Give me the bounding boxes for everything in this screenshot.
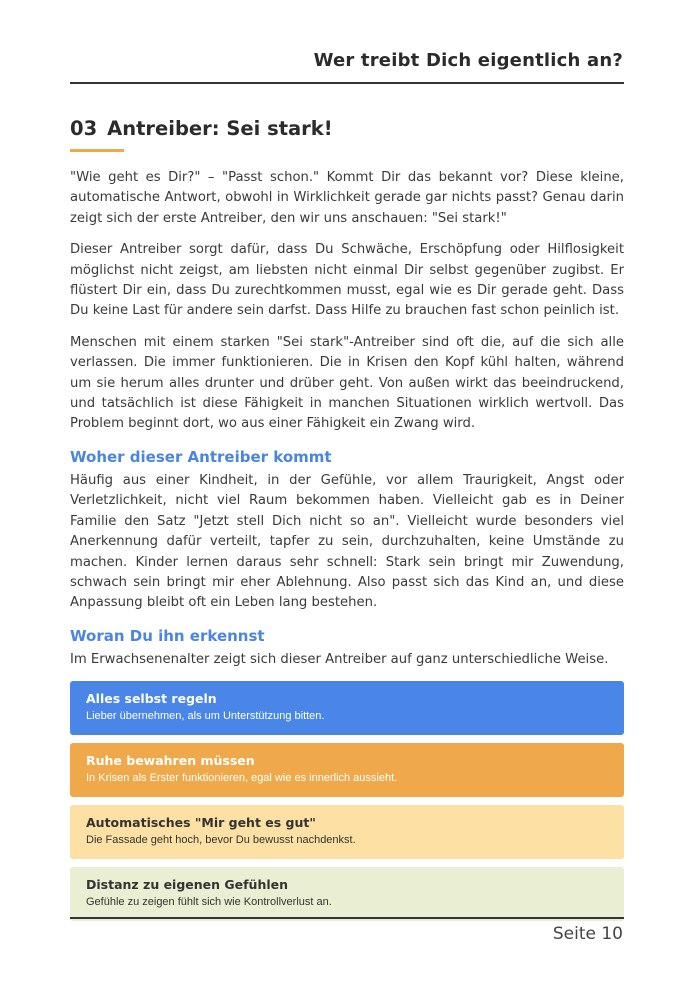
trait-card-1 [70, 681, 624, 735]
trait-card-title: Automatisches "Mir geht es gut" [86, 815, 316, 831]
intro-paragraph-2: Dieser Antreiber sorgt dafür, dass Du Schwäche, Erschöpfung oder Hilflosigkeit möglichst nicht zeigst, am liebsten nicht einmal Dir selbst gegenüber zugibst. Er flüstert Dir ein, dass Du zurechtkommen musst, egal wie es Dir gerade geht. Dass Du keine Last für andere sein darfst. Dass Hilfe zu brauchen fast schon peinlich ist. [70, 242, 624, 319]
recognize-heading: Woran Du ihn erkennst [70, 626, 265, 645]
trait-card-title: Alles selbst regeln [86, 691, 217, 707]
chapter-accent-bar [70, 149, 124, 152]
page-number: Seite 10 [552, 924, 623, 944]
header-rule [70, 82, 624, 84]
trait-card-subtitle: In Krisen als Erster funktionieren, egal wie es innerlich aussieht. [86, 772, 398, 785]
recognize-paragraph: Im Erwachsenenalter zeigt sich dieser Antreiber auf ganz unterschiedliche Weise. [70, 651, 609, 667]
trait-cards [70, 681, 624, 921]
trait-card-4 [70, 867, 624, 921]
chapter-title: Antreiber: Sei stark! [107, 117, 333, 140]
running-header-title: Wer treibt Dich eigentlich an? [313, 50, 623, 71]
trait-card-subtitle: Gefühle zu zeigen fühlt sich wie Kontrollverlust an. [86, 896, 332, 909]
trait-card-2 [70, 743, 624, 797]
intro-paragraph-3: Menschen mit einem starken "Sei stark"-Antreiber sind oft die, auf die sich alle verlassen. Die immer funktionieren. Die in Krisen den Kopf kühl halten, während um sie herum alles drunter und drüber geht. Von außen wirkt das beeindruckend, und tatsächlich ist diese Fähigkeit in manchen Situationen wirklich wertvoll. Das Problem beginnt dort, wo aus einer Fähigkeit ein Zwang wird. [70, 334, 624, 432]
footer-rule [70, 917, 624, 919]
trait-card-title: Ruhe bewahren müssen [86, 753, 255, 769]
main-content [70, 168, 624, 929]
trait-card-title: Distanz zu eigenen Gefühlen [86, 877, 289, 893]
origin-heading: Woher dieser Antreiber kommt [70, 447, 332, 466]
intro-paragraph-1: "Wie geht es Dir?" – "Passt schon." Kommt Dir das bekannt vor? Diese kleine, automatische Antwort, obwohl in Wirklichkeit gerade gar nichts passt? Genau darin zeigt sich der erste Antreiber, den wir uns anschauen: "Sei stark!" [70, 170, 624, 226]
chapter-number: 03 [70, 117, 98, 140]
origin-paragraph: Häufig aus einer Kindheit, in der Gefühle, vor allem Traurigkeit, Angst oder Verletzlichkeit, nicht viel Raum bekommen haben. Vielleicht gab es in Deiner Familie den Satz "Jetzt stell Dich nicht so an". Vielleicht wurde besonders viel Anerkennung dafür verteilt, tapfer zu sein, durchzuhalten, keine Umstände zu machen. Kinder lernen daraus sehr schnell: Stark sein bringt mir Zuwendung, schwach sein bringt mir eher Ablehnung. Also passt sich das Kind an, und diese Anpassung bleibt oft ein Leben lang bestehen. [70, 472, 624, 611]
trait-card-3 [70, 805, 624, 859]
trait-card-subtitle: Die Fassade geht hoch, bevor Du bewusst nachdenkst. [86, 834, 356, 847]
trait-card-subtitle: Lieber übernehmen, als um Unterstützung bitten. [86, 710, 325, 723]
chapter-heading [70, 117, 333, 140]
